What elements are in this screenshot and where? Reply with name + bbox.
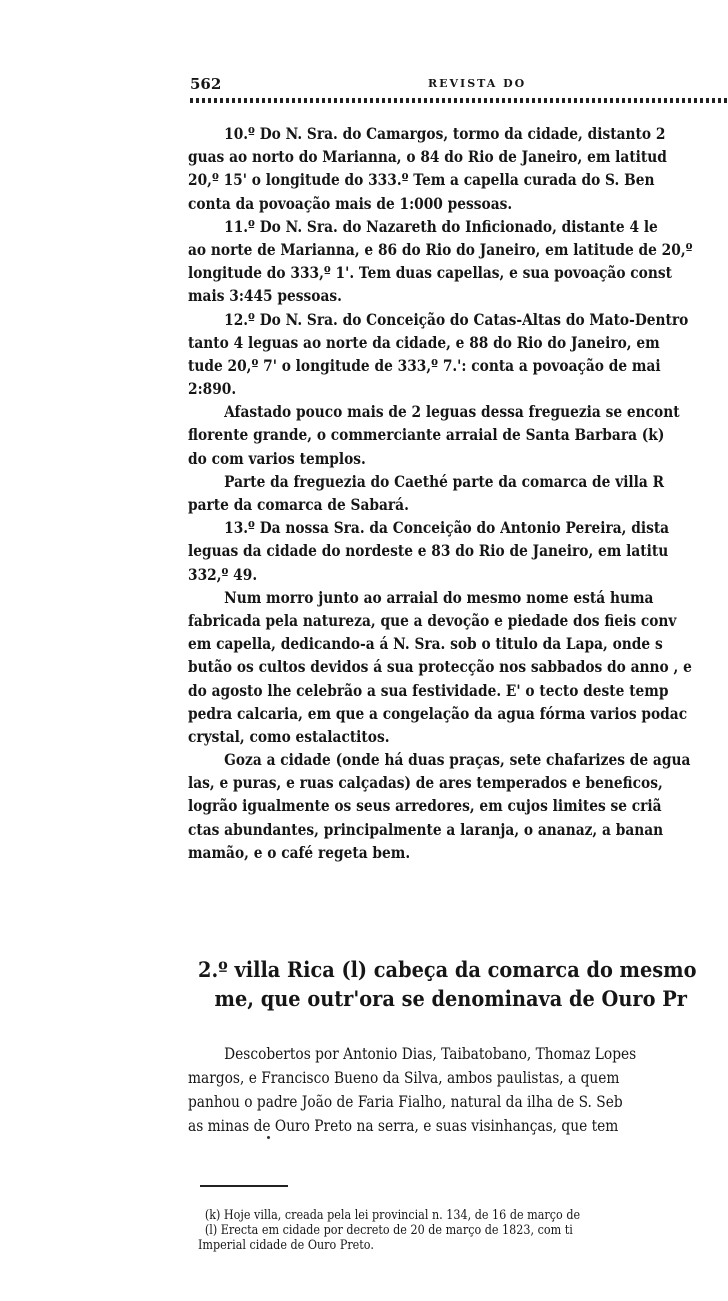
header-rule	[190, 98, 728, 103]
text-line: 2:890.	[188, 379, 237, 399]
text-line: 20,º 15' o longitude do 333.º Tem a capella curada do S. Ben	[188, 170, 655, 190]
text-line: guas ao norto do Marianna, o 84 do Rio de Janeiro, em latitud	[188, 147, 667, 167]
text-line: 11.º Do N. Sra. do Nazareth do Inficionado, distante 4 le	[224, 216, 658, 236]
text-line: 10.º Do N. Sra. do Camargos, tormo da cidade, distanto 2	[224, 124, 666, 143]
page-number: 562	[190, 75, 222, 93]
section-heading-line: 2.º villa Rica (l) cabeça da comarca do mesmo	[198, 957, 697, 982]
footnote-line: Imperial cidade de Ouro Preto.	[198, 1238, 374, 1253]
text-line: em capella, dedicando-a á N. Sra. sob o titulo da Lapa, onde s	[188, 634, 663, 654]
text-line: ctas abundantes, principalmente a laranja, o ananaz, a banan	[188, 819, 664, 839]
text-line: 13.º Da nossa Sra. da Conceição do Antonio Pereira, dista	[224, 518, 670, 538]
body-text	[188, 122, 728, 864]
text-line: pedra calcaria, em que a congelação da agua fórma varios podac	[188, 703, 688, 723]
text-line: Descobertos por Antonio Dias, Taibatobano, Thomaz Lopes	[224, 1044, 637, 1063]
text-line: florente grande, o commerciante arraial de Santa Barbara (k)	[188, 425, 665, 445]
footnotes	[198, 1208, 728, 1253]
text-line: leguas da cidade do nordeste e 83 do Rio de Janeiro, em latitu	[188, 541, 669, 561]
section-body	[188, 1042, 728, 1138]
text-line: Goza a cidade (onde há duas praças, sete chafarizes de agua	[224, 750, 691, 770]
text-line: crystal, como estalactitos.	[188, 726, 390, 746]
text-line: do com varios templos.	[188, 448, 366, 468]
text-line: parte da comarca de Sabará.	[188, 495, 409, 514]
text-line: fabricada pela natureza, que a devoção e piedade dos fieis conv	[188, 610, 677, 630]
text-line: panhou o padre João de Faria Fialho, natural da ilha de S. Seb	[188, 1092, 623, 1111]
text-line: mamão, e o café regeta bem.	[188, 842, 411, 862]
text-line: butão os cultos devidos á sua protecção nos sabbados do anno , e	[188, 657, 692, 677]
text-line: 332,º 49.	[188, 564, 258, 584]
text-line: Parte da freguezia do Caethé parte da comarca de villa R	[224, 471, 665, 491]
text-line: conta da povoação mais de 1:000 pessoas.	[188, 193, 513, 213]
text-line: mais 3:445 pessoas.	[188, 286, 342, 306]
footnote-rule	[200, 1185, 288, 1187]
text-line: tude 20,º 7' o longitude de 333,º 7.': conta a povoação de mai	[188, 355, 661, 375]
speck	[267, 1136, 270, 1139]
text-line: las, e puras, e ruas calçadas) de ares temperados e beneficos,	[188, 773, 663, 793]
section-heading	[198, 955, 728, 1013]
text-line: do agosto lhe celebrão a sua festividade. E' o tecto deste temp	[188, 680, 669, 700]
text-line: margos, e Francisco Bueno da Silva, ambos paulistas, a quem	[188, 1068, 620, 1087]
text-line: longitude do 333,º 1'. Tem duas capellas, e sua povoação const	[188, 263, 672, 283]
section-heading-line: me, que outr'ora se denominava de Ouro Pr	[214, 986, 687, 1011]
footnote-line: (l) Erecta em cidade por decreto de 20 de março de 1823, com ti	[204, 1223, 573, 1238]
running-title: REVISTA DO	[428, 77, 527, 90]
text-line: 12.º Do N. Sra. do Conceição do Catas-Altas do Mato-Dentro	[224, 309, 689, 329]
text-line: ao norte de Marianna, e 86 do Rio do Janeiro, em latitude de 20,º	[188, 239, 693, 259]
text-line: tanto 4 leguas ao norte da cidade, e 88 do Rio do Janeiro, em	[188, 332, 660, 352]
text-line: Num morro junto ao arraial do mesmo nome está huma	[224, 587, 654, 607]
page-header	[190, 75, 728, 97]
text-line: Afastado pouco mais de 2 leguas dessa freguezia se encont	[224, 402, 680, 422]
text-line: as minas de Ouro Preto na serra, e suas visinhanças, que tem	[188, 1116, 619, 1135]
footnote-line: (k) Hoje villa, creada pela lei provincial n. 134, de 16 de março de	[204, 1208, 581, 1223]
text-line: logrão igualmente os seus arredores, em cujos limites se criã	[188, 796, 662, 816]
